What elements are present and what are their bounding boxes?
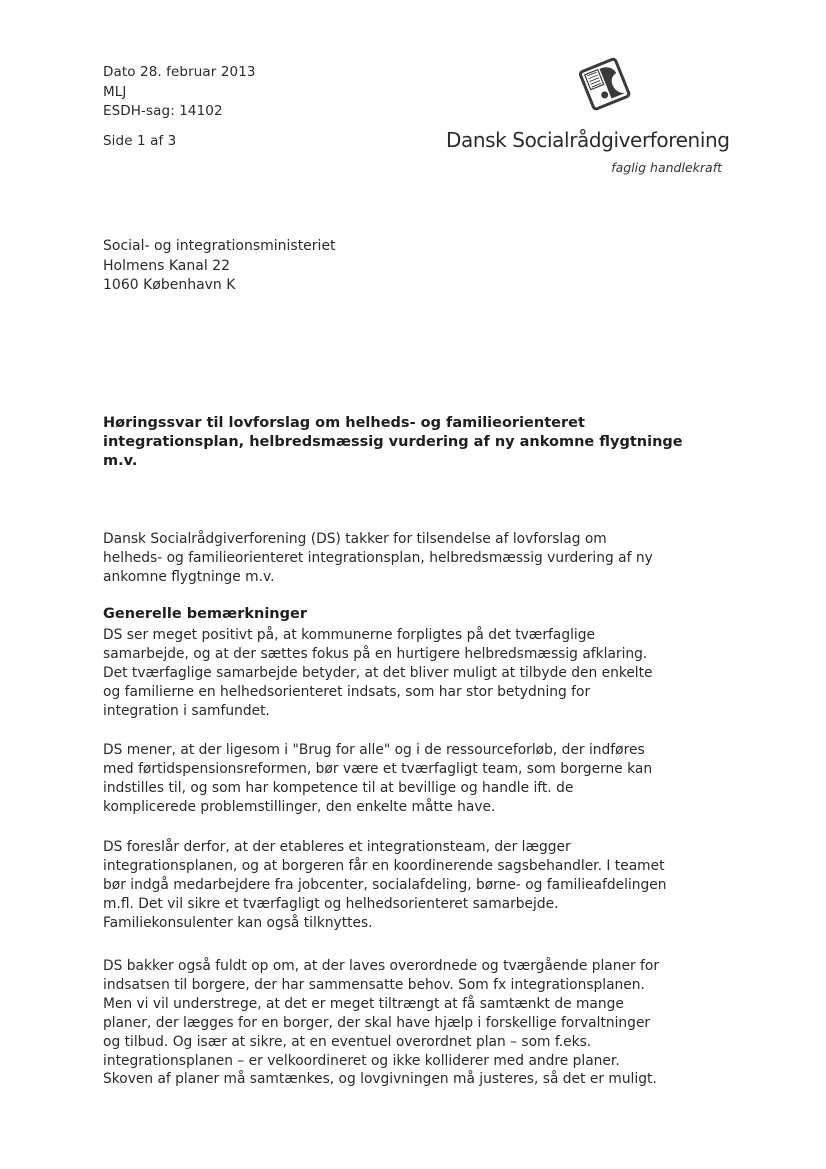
recipient-city: 1060 København K	[103, 277, 236, 293]
intro-paragraph: Dansk Socialrådgiverforening (DS) takker for tilsendelse af lovforslag om helheds- og familieorienteret integrationsplan, helbredsmæssig vurdering af ny ankomne flygtninge m.v.	[103, 531, 653, 585]
document-initials: MLJ	[103, 83, 127, 100]
org-name: Dansk Socialrådgiverforening	[446, 128, 730, 152]
org-logo-icon	[575, 54, 635, 116]
paragraph-4: DS bakker også fuldt op om, at der laves overordnede og tværgående planer for indsatsen til borgere, der har sammensatte behov. Som fx integrationsplanen. Men vi vil understrege, at det er meget tiltrængt at få samtænkt de mange planer, der lægges for en borger, der skal have hjælp i forskellige forvaltninger og tilbud. Og især at sikre, at en eventuel overordnet plan – som f.eks. integrationsplanen – er velkoordineret og ikke kolliderer med andre planer. Skoven af planer må samtænkes, og lovgivningen må justeres, så det er muligt.	[103, 958, 660, 1088]
recipient-street: Holmens Kanal 22	[103, 257, 230, 274]
paragraph-1: DS ser meget positivt på, at kommunerne forpligtes på det tværfaglige samarbejde, og at der sættes fokus på en hurtigere helbredsmæssig afklaring. Det tværfaglige samarbejde betyder, at det bliver muligt at tilbyde den enkelte og familierne en helhedsorienteret indsats, som har stor betydning for integration i samfundet.	[103, 627, 653, 719]
document-page-number: Side 1 af 3	[103, 132, 177, 149]
recipient-name: Social- og integrationsministeriet	[103, 238, 336, 254]
document-date: Dato 28. februar 2013	[103, 64, 256, 80]
letter-subject: Høringssvar til lovforslag om helheds- og familieorienteret integrationsplan, helbredsmæssig vurdering af ny ankomne flygtninge m.v.	[103, 415, 683, 469]
paragraph-3: DS foreslår derfor, at der etableres et integrationsteam, der lægger integrationsplanen, og at borgeren får en koordinerende sagsbehandler. I teamet bør indgå medarbejdere fra jobcenter, socialafdeling, børne- og familieafdelingen m.fl. Det vil sikre et tværfagligt og helhedsorienteret samarbejde. Familiekonsulenter kan også tilknyttes.	[103, 839, 667, 931]
paragraph-2: DS mener, at der ligesom i "Brug for alle" og i de ressourceforløb, der indføres med førtidspensionsreformen, bør være et tværfagligt team, som borgerne kan indstilles til, og som har kompetence til at bevillige og handle ift. de komplicerede problemstillinger, den enkelte måtte have.	[103, 742, 653, 815]
org-tagline: faglig handlekraft	[611, 160, 722, 175]
recipient-address	[103, 237, 336, 296]
document-case-number: ESDH-sag: 14102	[103, 103, 223, 119]
section-heading: Generelle bemærkninger	[103, 606, 307, 622]
document-meta	[103, 63, 256, 151]
